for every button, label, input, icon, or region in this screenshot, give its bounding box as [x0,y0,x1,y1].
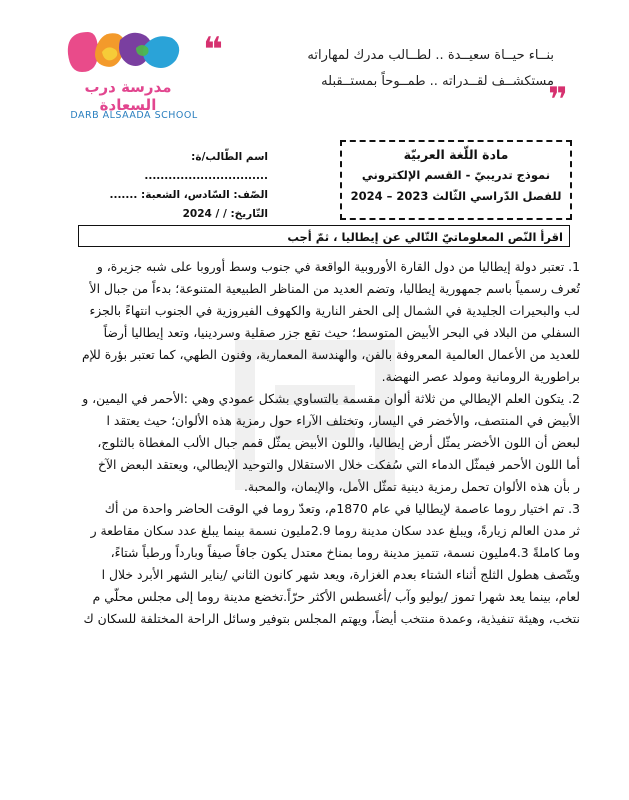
passage-line: ويتّصف هطول الثلج أثناء الشتاء بعدم الغزارة، ويعد شهر كانون الثاني /يناير الشهر الأبرد خلال ا [101,567,580,582]
passage-line: ر بأن هذه الألوان تحمل رمزية دينية تمثّل الأمل، والإيمان، والمحبة. [243,479,580,494]
subject-model: نموذج تدريبيّ - القسم الإلكتروني [361,168,551,182]
student-name-field: اسم الطّالب/ة: ............................... [144,151,268,182]
quote-mark-open: ❝ [203,30,223,70]
subject-title: مادة اللّغة العربيّة [403,147,509,162]
passage-line: لبعض أن اللون الأخضر يمثّل أرض إيطاليا، واللون الأبيض يمثّل قمم جبال الألب المغطاة بالثلوج، [97,435,580,450]
passage-line: 1. تعتبر دولة إيطاليا من دول القارة الأوروبية الواقعة في جنوب وسط أوروبا على شبه جزيرة، و [96,259,580,274]
passage-line: 2. يتكون العلم الإيطالي من ثلاثة ألوان مقسمة بالتساوي بشكل عمودي وهي :الأحمر في اليمين، و [82,391,580,406]
passage-line: أما اللون الأحمر فيمثّل الدماء التي سُفكت خلال الاستقلال والتوحيد الإيطالي، ويعتقد البعض الآخ [97,457,580,472]
logo-english-text: DARB ALSAADA SCHOOL [70,110,198,121]
subject-box [340,140,572,220]
subject-term: للفصل الدّراسي الثّالث 2023 – 2024 [350,189,562,203]
paragraph-3 [60,498,580,630]
passage-line: 3. تم اختيار روما عاصمة لإيطاليا في عام 1870م، وتعدّ روما في الوقت الحاضر واحدة من أك [104,501,580,516]
passage-line: السفلي من البلاد في البحر الأبيض المتوسط؛ حيث تقع جزر صقلية وسردينيا، وتعد إيطاليا أرضاً [103,325,580,340]
date-field: التّاريخ: / / 2024 [182,208,268,220]
slogan-line-2: مستكشــف لقــدراته .. طمــوحاً بمستــقبله [321,74,554,89]
passage-line: وما كاملةً 4.3مليون نسمة، تتميز مدينة روما بمناخ معتدل يكون جافاً صيفاً وبارداً ورطباً شتاءً، [110,545,580,560]
passage-line: للعديد من الأعمال العالمية المعروفة بالفن، والهندسة المعمارية، وفنون الطهي، كما تعتبر بؤرة للإم [81,347,580,362]
passage-line: نتخب، وهيئة تنفيذية، وعمدة منتخب أيضاً، ويهتم المجلس بتوفير وسائل الراحة المختلفة للسكان ك [83,611,580,626]
student-info [88,148,268,224]
quote-mark-close: ❞ [548,80,568,120]
passage-line: الأبيض في المنتصف، والأخضر في اليسار، وتختلف الآراء حول رمزية هذه الألوان؛ حيث يعتقد ا [106,413,580,428]
school-logo [62,26,198,121]
reading-instruction: اقرأ النّص المعلوماتيّ التّالي عن إيطاليا ، ثمّ أجب [78,225,570,247]
slogan-line-1: بنــاء حيــاة سعيــدة .. لطــالب مدرك لمهاراته [307,48,554,63]
passage-line: لب والبحيرات الجليدية في الشمال إلى الحفر النارية والكهوف الفيروزية في الجنوب انتهاءً بالجزء [89,303,580,318]
passage [60,256,580,630]
paragraph-1 [60,256,580,388]
passage-line: براطورية الرومانية ومولد عصر النهضة. [381,369,580,384]
passage-line: ثر مدن العالم زيارةً، ويبلغ عدد سكان مدينة روما 2.9مليون نسمة بينما يبلغ عدد سكان مقاطعة ر [90,523,580,538]
passage-line: لعام، بينما يعد شهرا تموز /يوليو وآب /أغسطس الأكثر حرّاً.تخضع مدينة روما إلى مجلس محلّي م [92,589,580,604]
logo-shapes-icon [62,26,192,78]
paragraph-2 [60,388,580,498]
student-class-field: الصّف: السّادس، الشعبة: ....... [109,189,268,201]
passage-line: تُعرف رسمياً باسم جمهورية إيطاليا، وتضم العديد من المناظر الطبيعية المتنوعة؛ بدءاً من جبال الأ [89,281,580,296]
logo-arabic-text: مدرسة درب السعادة [84,78,172,114]
